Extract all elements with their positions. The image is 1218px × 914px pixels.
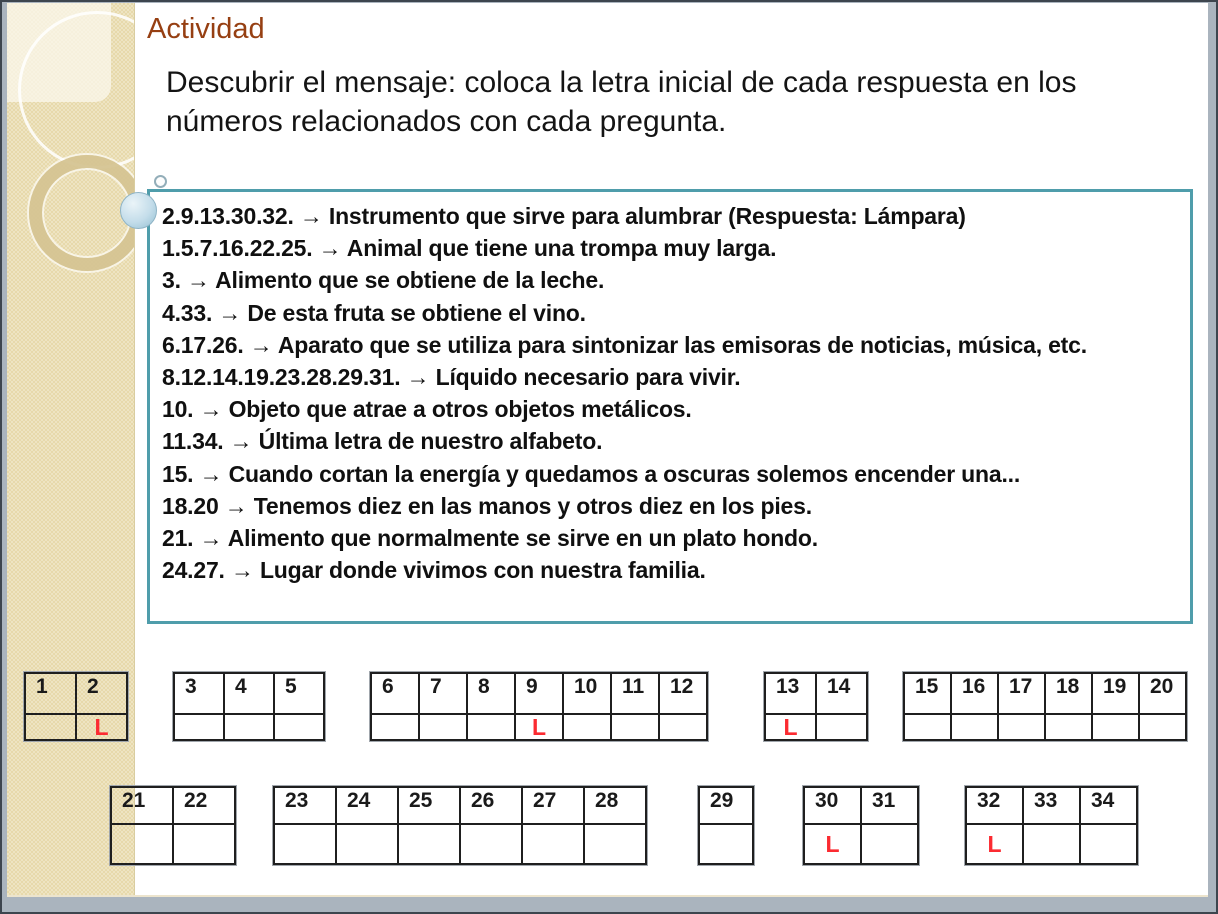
grid-number-cell: 16 xyxy=(951,673,998,714)
grid-number-cell: 8 xyxy=(467,673,515,714)
clue-numbers: 1.5.7.16.22.25. xyxy=(162,235,313,262)
grid-number-cell: 9 xyxy=(515,673,563,714)
clue-text: Lugar donde vivimos con nuestra familia. xyxy=(259,557,706,584)
clue-text: Alimento que normalmente se sirve en un plato hondo. xyxy=(227,525,818,552)
clue-line xyxy=(162,458,1178,490)
clue-text: Tenemos diez en las manos y otros diez en los pies. xyxy=(253,492,812,519)
clue-numbers: 2.9.13.30.32. xyxy=(162,203,294,229)
grid-number-cell: 15 xyxy=(904,673,951,714)
clue-line xyxy=(162,393,1178,425)
clue-numbers: 15. xyxy=(162,460,194,487)
clue-numbers: 6.17.26. xyxy=(162,331,244,358)
grid-letter-cell xyxy=(174,714,224,740)
grid-number-cell: 13 xyxy=(765,673,816,714)
grid-number-cell: 22 xyxy=(173,787,235,824)
clue-text: Última letra de nuestro alfabeto. xyxy=(258,428,603,455)
grid-letter-cell xyxy=(998,714,1045,740)
grid-number-cell: 11 xyxy=(611,673,659,714)
grid-letter-cell xyxy=(467,714,515,740)
clue-line xyxy=(162,361,1178,393)
clue-text: Líquido necesario para vivir. xyxy=(435,364,741,391)
grid-number-cell: 5 xyxy=(274,673,324,714)
grid-number-cell: 6 xyxy=(371,673,419,714)
clue-line xyxy=(162,490,1178,522)
grid-number-cell: 32 xyxy=(966,787,1023,824)
grid-letter-cell xyxy=(904,714,951,740)
grid-letter-cell xyxy=(861,824,918,864)
grid-number-cell: 33 xyxy=(1023,787,1080,824)
clue-numbers: 24.27. xyxy=(162,557,225,584)
clue-box xyxy=(147,189,1193,624)
grid-number-cell: 30 xyxy=(804,787,861,824)
clue-line xyxy=(162,425,1178,457)
page-title: Actividad xyxy=(147,13,265,45)
clue-line xyxy=(162,200,1178,232)
grid-letter-cell: L xyxy=(515,714,563,740)
grid-number-cell: 14 xyxy=(816,673,867,714)
arrow-icon: → xyxy=(243,331,278,358)
grid-6-12 xyxy=(370,672,708,741)
clue-numbers: 8.12.14.19.23.28.29.31. xyxy=(162,364,401,391)
grid-number-cell: 3 xyxy=(174,673,224,714)
grid-number-cell: 20 xyxy=(1139,673,1186,714)
grid-letter-cell xyxy=(522,824,584,864)
arrow-icon: → xyxy=(223,428,259,455)
arrow-icon: → xyxy=(312,235,347,262)
grid-letter-cell xyxy=(419,714,467,740)
grid-29 xyxy=(698,786,754,865)
grid-number-cell: 4 xyxy=(224,673,274,714)
clue-numbers: 4.33. xyxy=(162,299,213,326)
clue-line xyxy=(162,522,1178,554)
grid-letter-cell xyxy=(224,714,274,740)
grid-32-34 xyxy=(965,786,1138,865)
arrow-icon: → xyxy=(218,492,254,519)
grid-number-cell: 24 xyxy=(336,787,398,824)
grid-21-22 xyxy=(110,786,236,865)
grid-number-cell: 27 xyxy=(522,787,584,824)
grid-letter-cell xyxy=(1092,714,1139,740)
grid-number-cell: 7 xyxy=(419,673,467,714)
clue-text: Instrumento que sirve para alumbrar (Respuesta: Lámpara) xyxy=(328,203,966,229)
grid-number-cell: 1 xyxy=(25,673,76,714)
grid-letter-cell: L xyxy=(804,824,861,864)
grid-number-cell: 28 xyxy=(584,787,646,824)
grid-number-cell: 19 xyxy=(1092,673,1139,714)
grid-letter-cell xyxy=(336,824,398,864)
arrow-icon: → xyxy=(400,364,436,391)
decorative-sidebar xyxy=(7,3,135,895)
grid-letter-cell: L xyxy=(76,714,127,740)
arrow-icon: → xyxy=(293,203,329,229)
grid-letter-cell xyxy=(611,714,659,740)
grid-number-cell: 25 xyxy=(398,787,460,824)
grid-letter-cell xyxy=(398,824,460,864)
grid-letter-cell xyxy=(173,824,235,864)
grid-1-2 xyxy=(24,672,128,741)
bullet-ball-icon xyxy=(120,192,157,229)
grid-letter-cell xyxy=(371,714,419,740)
grid-number-cell: 21 xyxy=(111,787,173,824)
clue-list xyxy=(162,200,1178,586)
grid-letter-cell xyxy=(460,824,522,864)
corner-dot-icon xyxy=(154,175,167,188)
grid-letter-cell xyxy=(659,714,707,740)
grid-letter-cell: L xyxy=(765,714,816,740)
clue-numbers: 21. xyxy=(162,525,194,552)
grid-13-14 xyxy=(764,672,868,741)
grid-letter-cell xyxy=(816,714,867,740)
clue-numbers: 3. xyxy=(162,267,181,294)
grid-30-31 xyxy=(803,786,919,865)
grid-number-cell: 34 xyxy=(1080,787,1137,824)
grid-number-cell: 29 xyxy=(699,787,753,824)
clue-text: Cuando cortan la energía y quedamos a oscuras solemos encender una... xyxy=(228,460,1021,487)
grid-letter-cell xyxy=(563,714,611,740)
grid-letter-cell: L xyxy=(966,824,1023,864)
grid-letter-cell xyxy=(1045,714,1092,740)
decorative-ring-icon xyxy=(29,155,135,271)
grid-letter-cell xyxy=(699,824,753,864)
clue-text: Animal que tiene una trompa muy larga. xyxy=(346,235,777,262)
grid-number-cell: 23 xyxy=(274,787,336,824)
grid-letter-cell xyxy=(111,824,173,864)
grid-23-28 xyxy=(273,786,647,865)
arrow-icon: → xyxy=(212,299,248,326)
clue-line xyxy=(162,264,1178,296)
grid-letter-cell xyxy=(1139,714,1186,740)
grid-letter-cell xyxy=(1080,824,1137,864)
arrow-icon: → xyxy=(224,557,260,584)
grid-number-cell: 17 xyxy=(998,673,1045,714)
clue-line xyxy=(162,232,1178,264)
arrow-icon: → xyxy=(180,267,216,294)
grid-number-cell: 2 xyxy=(76,673,127,714)
clue-line xyxy=(162,329,1178,361)
grid-number-cell: 31 xyxy=(861,787,918,824)
clue-text: Alimento que se obtiene de la leche. xyxy=(215,267,605,294)
grid-number-cell: 12 xyxy=(659,673,707,714)
grid-number-cell: 18 xyxy=(1045,673,1092,714)
clue-line xyxy=(162,554,1178,586)
grid-letter-cell xyxy=(584,824,646,864)
clue-text: De esta fruta se obtiene el vino. xyxy=(247,299,586,326)
clue-numbers: 10. xyxy=(162,396,194,423)
arrow-icon: → xyxy=(193,396,229,423)
clue-numbers: 11.34. xyxy=(162,428,224,455)
arrow-icon: → xyxy=(193,460,229,487)
clue-text: Objeto que atrae a otros objetos metálicos. xyxy=(228,396,692,423)
grid-3-5 xyxy=(173,672,325,741)
grid-15-20 xyxy=(903,672,1187,741)
clue-numbers: 18.20 xyxy=(162,492,219,519)
arrow-icon: → xyxy=(193,525,228,552)
clue-line xyxy=(162,297,1178,329)
grid-number-cell: 26 xyxy=(460,787,522,824)
grid-letter-cell xyxy=(951,714,998,740)
grid-letter-cell xyxy=(274,714,324,740)
clue-text: Aparato que se utiliza para sintonizar las emisoras de noticias, música, etc. xyxy=(277,331,1087,358)
grid-letter-cell xyxy=(25,714,76,740)
instructions-text: Descubrir el mensaje: coloca la letra inicial de cada respuesta en los números relacionados con cada pregunta. xyxy=(166,66,1077,138)
slide xyxy=(7,3,1208,897)
grid-letter-cell xyxy=(274,824,336,864)
grid-number-cell: 10 xyxy=(563,673,611,714)
grid-letter-cell xyxy=(1023,824,1080,864)
